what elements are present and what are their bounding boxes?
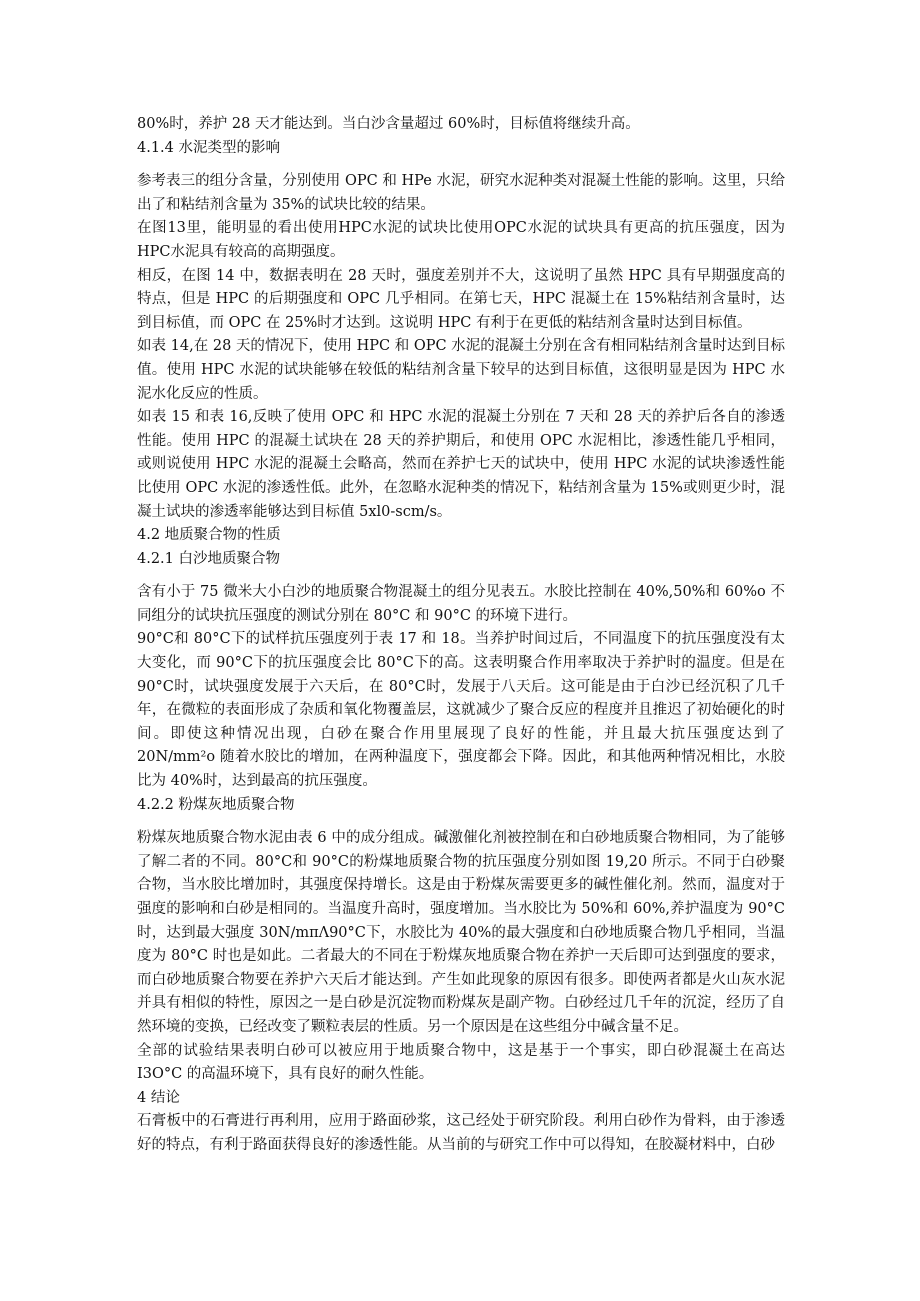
paragraph: 粉煤灰地质聚合物水泥由表 6 中的成分组成。碱激催化剂被控制在和白砂地质聚合物相同，为了能够了解二者的不同。80°C和 90°C的粉煤地质聚合物的抗压强度分别如图 19,20 所示。不同于白砂聚合物，当水胶比增加时，其强度保持增长。这是由于粉煤灰需要更多的碱性催化剂。然而，温度对于强度的影响和白砂是相同的。当温度升高时，强度增加。当水胶比为 50%和 60%,养护温度为 90°C时，达到最大强度 30N∕mπΛ90°C下，水胶比为 40%的最大强度和白砂地质聚合物几乎相同，当温度为 80°C 时也是如此。二者最大的不同在于粉煤灰地质聚合物在养护一天后即可达到强度的要求，而白砂地质聚合物要在养护六天后才能达到。产生如此现象的原因有很多。即使两者都是火山灰水泥并具有相似的特性，原因之一是白砂是沉淀物而粉煤灰是副产物。白砂经过几千年的沉淀，经历了自然环境的变换，已经改变了颗粒表层的性质。另一个原因是在这些组分中碱含量不足。	[137, 830, 785, 1035]
paragraph: 90°C和 80°C下的试样抗压强度列于表 17 和 18。当养护时间过后，不同温度下的抗压强度没有太大变化，而 90°C下的抗压强度会比 80°C下的高。这表明聚合作用率取决于养护时的温度。但是在 90°C时，试块强度发展于六天后，在 80°C时，发展于八天后。这可能是由于白沙已经沉积了几千年，在微粒的表面形成了杂质和氧化物覆盖层，这就减少了聚合反应的程度并且推迟了初始硬化的时间。即使这种情况出现，白砂在聚合作用里展现了良好的性能，并且最大抗压强度达到了 20N∕mm²o 随着水胶比的增加，在两种温度下，强度都会下降。因此，和其他两种情况相比，水胶比为 40%时，达到最高的抗压强度。	[137, 631, 785, 790]
paragraph: 如表 14,在 28 天的情况下，使用 HPC 和 OPC 水泥的混凝土分别在含有相同粘结剂含量时达到目标值。使用 HPC 水泥的试块能够在较低的粘结剂含量下较早的达到目标值，这很明显是因为 HPC 水泥水化反应的性质。	[137, 338, 785, 402]
section-heading-4-1-4: 4.1.4 水泥类型的影响	[137, 139, 281, 156]
paragraph: 石膏板中的石膏进行再利用，应用于路面砂浆，这己经处于研究阶段。利用白砂作为骨料，由于渗透好的特点，有利于路面获得良好的渗透性能。从当前的与研究工作中可以得知，在胶凝材料中，白砂	[137, 1113, 785, 1153]
document-body	[137, 113, 785, 1158]
section-heading-4-2-2: 4.2.2 粉煤灰地质聚合物	[137, 796, 295, 813]
section-heading-4: 4 结论	[137, 1089, 180, 1106]
paragraph: 在图13里，能明显的看出使用HPC水泥的试块比使用OPC水泥的试块具有更高的抗压强度，因为HPC水泥具有较高的高期强度。	[137, 220, 785, 260]
paragraph: 相反，在图 14 中，数据表明在 28 天时，强度差别并不大，这说明了虽然 HPC 具有早期强度高的特点，但是 HPC 的后期强度和 OPC 几乎相同。在第七天，HPC 混凝土在 15%粘结剂含量时，达到目标值，而 OPC 在 25%时才达到。这说明 HPC 有利于在更低的粘结剂含量时达到目标值。	[137, 267, 785, 331]
paragraph: 含有小于 75 微米大小白沙的地质聚合物混凝土的组分见表五。水胶比控制在 40%,50%和 60%o 不同组分的试块抗压强度的测试分别在 80°C 和 90°C 的环境下进行。	[137, 584, 785, 624]
paragraph: 参考表三的组分含量，分别使用 OPC 和 HPe 水泥，研究水泥种类对混凝土性能的影响。这里，只给出了和粘结剂含量为 35%的试块比较的结果。	[137, 173, 785, 213]
paragraph-continuation: 80%时，养护 28 天才能达到。当白沙含量超过 60%时，目标值将继续升高。	[137, 116, 640, 132]
section-heading-4-2-1: 4.2.1 白沙地质聚合物	[137, 550, 281, 567]
section-heading-4-2: 4.2 地质聚合物的性质	[137, 527, 281, 544]
paragraph: 全部的试验结果表明白砂可以被应用于地质聚合物中，这是基于一个事实，即白砂混凝土在高达 I3O°C 的高温环境下，具有良好的耐久性能。	[137, 1042, 785, 1083]
paragraph: 如表 15 和表 16,反映了使用 OPC 和 HPC 水泥的混凝土分别在 7 天和 28 天的养护后各自的渗透性能。使用 HPC 的混凝土试块在 28 天的养护期后，和使用 OPC 水泥相比，渗透性能几乎相同，或则说使用 HPC 水泥的混凝土会略高，然而在养护七天的试块中，使用 HPC 水泥的试块渗透性能比使用 OPC 水泥的渗透性低。此外，在忽略水泥种类的情况下，粘结剂含量为 15%或则更少时，混凝土试块的渗透率能够达到目标值 5xl0-scm/s。	[137, 409, 785, 520]
